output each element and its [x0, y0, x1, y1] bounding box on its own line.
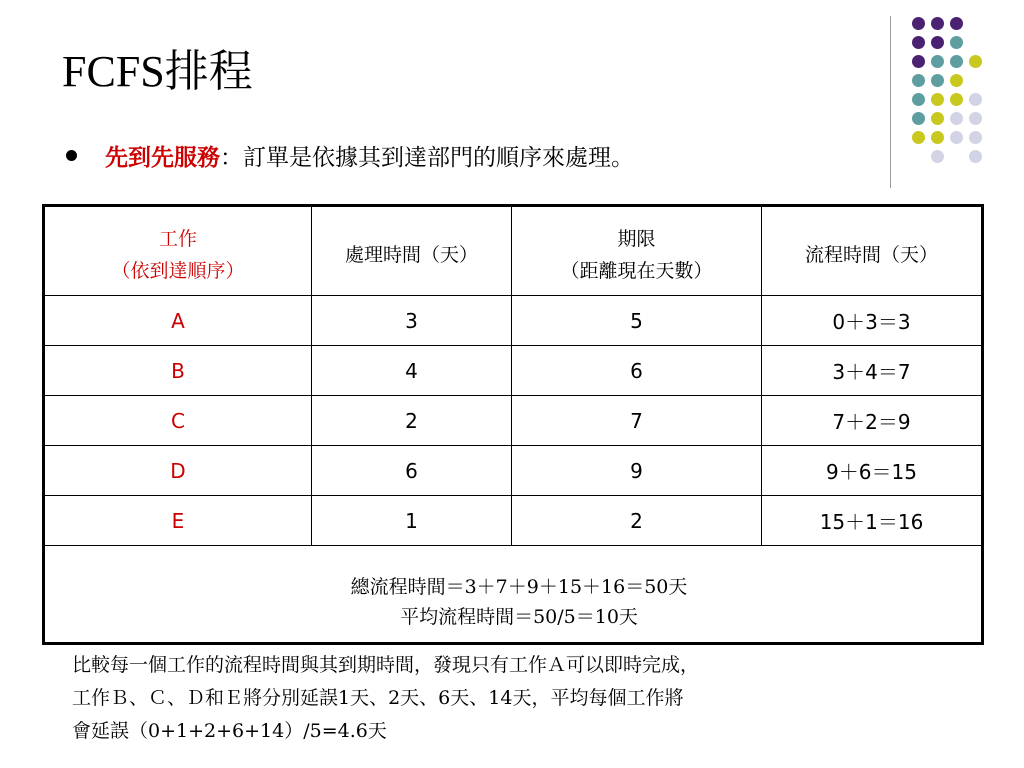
job-cell: B — [44, 346, 312, 396]
due-cell: 5 — [512, 296, 762, 346]
total-flow-time: 總流程時間＝3＋7＋9＋15＋16＝50天 — [350, 576, 688, 598]
header-processing-time — [312, 206, 512, 296]
decorative-dot — [950, 74, 963, 87]
decorative-dot — [950, 112, 963, 125]
header-due-line2: （距離現在天數） — [560, 259, 713, 282]
job-cell: A — [44, 296, 312, 346]
decorative-dot — [969, 150, 982, 163]
bullet-text: ：訂單是依據其到達部門的順序來處理。 — [220, 144, 634, 171]
average-flow-time: 平均流程時間＝50/5＝10天 — [400, 606, 638, 628]
flow-cell: 7＋2＝9 — [762, 396, 983, 446]
note-line-3: 會延誤（0+1+2+6+14）/5=4.6天 — [72, 720, 387, 742]
decorative-dot — [912, 74, 925, 87]
decorative-dot — [912, 112, 925, 125]
processing-cell: 2 — [312, 396, 512, 446]
header-processing-line1: 處理時間（天） — [344, 243, 478, 266]
decorative-dot — [969, 112, 982, 125]
header-job-line2: （依到達順序） — [111, 259, 245, 282]
header-flow-time — [762, 206, 983, 296]
due-cell: 7 — [512, 396, 762, 446]
due-cell: 6 — [512, 346, 762, 396]
flow-cell: 9＋6＝15 — [762, 446, 983, 496]
table-row — [44, 396, 983, 446]
decorative-dot — [931, 112, 944, 125]
bullet-icon — [66, 150, 77, 161]
table-row — [44, 446, 983, 496]
table-row — [44, 296, 983, 346]
header-due-date — [512, 206, 762, 296]
decorative-dot — [931, 55, 944, 68]
due-cell: 2 — [512, 496, 762, 546]
note-line-1: 比較每一個工作的流程時間與其到期時間，發現只有工作Ａ可以即時完成， — [72, 654, 700, 676]
decorative-dot — [912, 131, 925, 144]
decorative-dot — [931, 131, 944, 144]
table-header-row — [44, 206, 983, 296]
fcfs-table — [42, 204, 984, 645]
table-row — [44, 346, 983, 396]
analysis-note — [72, 649, 1022, 748]
header-flow-line1: 流程時間（天） — [804, 243, 938, 266]
slide-title: FCFS排程 — [62, 47, 253, 96]
header-due-line1: 期限 — [617, 227, 656, 250]
decorative-dot — [912, 55, 925, 68]
processing-cell: 4 — [312, 346, 512, 396]
decorative-dot — [950, 36, 963, 49]
decorative-dot — [950, 17, 963, 30]
summary-cell — [44, 546, 983, 644]
header-job-line1: 工作 — [158, 227, 197, 250]
decorative-dot — [950, 131, 963, 144]
decorative-dot — [931, 17, 944, 30]
flow-cell: 15＋1＝16 — [762, 496, 983, 546]
job-cell: E — [44, 496, 312, 546]
note-line-2: 工作Ｂ、Ｃ、Ｄ和Ｅ將分別延誤1天、2天、6天、14天，平均每個工作將 — [72, 687, 684, 709]
decorative-dot — [950, 93, 963, 106]
decorative-dot — [931, 36, 944, 49]
job-cell: C — [44, 396, 312, 446]
processing-cell: 6 — [312, 446, 512, 496]
header-job — [44, 206, 312, 296]
decorative-dot — [969, 93, 982, 106]
decorative-dot — [931, 150, 944, 163]
decorative-dot — [969, 55, 982, 68]
due-cell: 9 — [512, 446, 762, 496]
decorative-divider-line — [890, 16, 891, 188]
decorative-dot — [931, 74, 944, 87]
decorative-dot — [912, 36, 925, 49]
processing-cell: 1 — [312, 496, 512, 546]
table-row — [44, 496, 983, 546]
decorative-dot — [931, 93, 944, 106]
flow-cell: 0＋3＝3 — [762, 296, 983, 346]
flow-cell: 3＋4＝7 — [762, 346, 983, 396]
decorative-dot — [950, 55, 963, 68]
bullet-term: 先到先服務 — [105, 143, 220, 171]
decorative-dot — [912, 17, 925, 30]
decorative-dot — [912, 93, 925, 106]
table-summary-row — [44, 546, 983, 644]
decorative-dot — [969, 131, 982, 144]
processing-cell: 3 — [312, 296, 512, 346]
job-cell: D — [44, 446, 312, 496]
bullet-point — [62, 135, 634, 175]
